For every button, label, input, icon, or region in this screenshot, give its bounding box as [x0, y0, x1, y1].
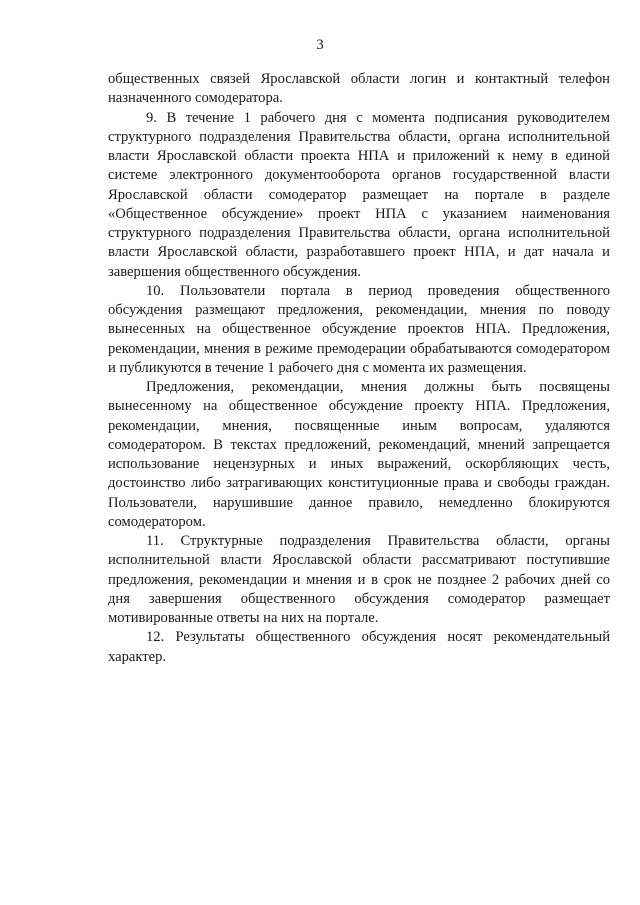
paragraph-continuation: общественных связей Ярославской области логин и контактный телефон назначенного сомодератора. [108, 71, 610, 107]
paragraph-item-9: 9. В течение 1 рабочего дня с момента подписания руководителем структурного подразделения Правительства области, органа исполнительной власти Ярославской области проекта НПА и приложений к нему в единой системе электронного документооборота органов государственной власти Ярославской области сомодератор размещает на портале в разделе «Общественное обсуждение» проект НПА с указанием наименования структурного подразделения Правительства области, органа исполнительной власти Ярославской области, разработавшего проект НПА, и дат начала и завершения общественного обсуждения. [108, 109, 610, 280]
paragraph-item-12: 12. Результаты общественного обсуждения носят рекомендательный характер. [108, 629, 610, 665]
paragraph-item-10-rules: Предложения, рекомендации, мнения должны быть посвящены вынесенному на общественное обсуждение проекту НПА. Предложения, рекомендации, мнения, посвященные иным вопросам, удаляются сомодератором. В текстах предложений, рекомендаций, мнений запрещается использование нецензурных и иных выражений, оскорбляющих честь, достоинство либо затрагивающих конституционные права и свободы граждан. Пользователи, нарушившие данное правило, немедленно блокируются сомодератором. [108, 379, 610, 530]
page-number: 3 [316, 37, 324, 53]
paragraph-item-10: 10. Пользователи портала в период проведения общественного обсуждения размещают предложения, рекомендации, мнения по поводу вынесенных на общественное обсуждение проектов НПА. Предложения, рекомендации, мнения в режиме премодерации обрабатываются сомодератором и публикуются в течение 1 рабочего дня с момента их размещения. [108, 282, 610, 376]
paragraph-item-11: 11. Структурные подразделения Правительства области, органы исполнительной власти Ярославской области рассматривают поступившие предложения, рекомендации и мнения и в срок не позднее 2 рабочих дней со дня завершения общественного обсуждения сомодератор размещает мотивированные ответы на них на портале. [108, 533, 610, 626]
document-body [108, 70, 610, 667]
